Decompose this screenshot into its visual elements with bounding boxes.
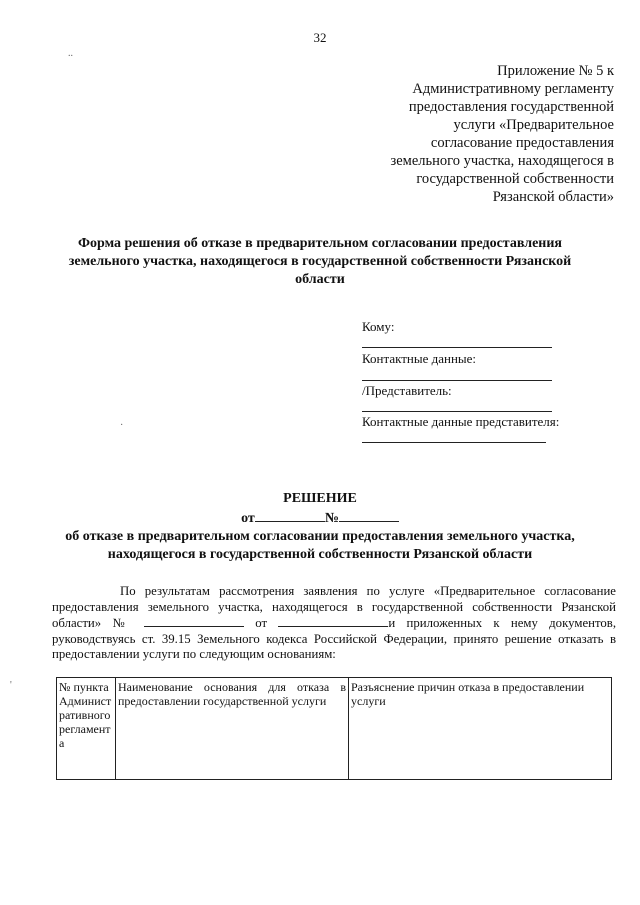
appendix-line: согласование предоставления <box>430 135 614 151</box>
to-field-line[interactable] <box>362 347 552 348</box>
decision-subtitle-line: об отказе в предварительном согласовании предоставления земельного участка, <box>65 529 575 544</box>
paragraph-part-3: и приложенных к нему документов, руководствуясь ст. 39.15 Земельного кодекса Российской Федерации, принято решение отказать в предоставлении услуги по следующим основаниям: <box>52 616 617 661</box>
representative-label: /Представитель: <box>362 383 452 398</box>
representative-contact-label: Контактные данные представителя: <box>362 414 560 429</box>
paragraph-part-2: от <box>255 616 268 630</box>
contact-field-line[interactable] <box>362 380 552 381</box>
grounds-table <box>56 677 612 780</box>
appendix-line: Рязанской области» <box>492 189 614 205</box>
to-label: Кому: <box>362 319 395 334</box>
decision-subtitle-line: находящегося в государственной собственности Рязанской области <box>107 547 533 562</box>
representative-field-line[interactable] <box>362 411 552 412</box>
form-title-line: Форма решения об отказе в предварительном согласовании предоставления <box>77 236 562 251</box>
appendix-line: Приложение № 5 к <box>497 63 614 79</box>
decision-header <box>60 490 580 564</box>
paragraph-part-1: По результатам рассмотрения заявления по услуге «Предварительное согласование предоставления земельного участка, находящегося в государственной собственности Рязанской области» № <box>52 584 616 630</box>
representative-contact-field-line[interactable] <box>362 442 546 443</box>
form-title <box>50 235 590 289</box>
from-label: от <box>241 511 255 526</box>
table-header-cell: № пункта Административного регламента <box>57 678 116 780</box>
decision-paragraph <box>52 584 616 663</box>
appendix-line: услуги «Предварительное <box>453 117 614 133</box>
table-row <box>57 678 612 780</box>
form-title-line: земельного участка, находящегося в государственной собственности Рязанской <box>68 254 572 269</box>
form-title-line: области <box>295 272 345 287</box>
decision-date-number <box>60 508 580 528</box>
appendix-header <box>374 62 614 206</box>
decision-title: РЕШЕНИЕ <box>283 491 357 506</box>
appendix-line: Административному регламенту <box>412 81 614 97</box>
scan-artifact: ' <box>10 680 12 691</box>
appendix-line: государственной собственности <box>416 171 614 187</box>
date-field-line[interactable] <box>255 508 325 522</box>
application-date-line[interactable] <box>278 615 388 627</box>
page-number: 32 <box>313 30 327 45</box>
contact-label: Контактные данные: <box>362 351 477 366</box>
table-header-cell: Разъяснение причин отказа в предоставлении услуги <box>349 678 612 780</box>
scan-artifact: · <box>120 420 124 431</box>
scan-artifact: .. <box>68 48 73 59</box>
table-header-cell: Наименование основания для отказа в предоставлении государственной услуги <box>116 678 349 780</box>
appendix-line: земельного участка, находящегося в <box>390 153 614 169</box>
application-number-line[interactable] <box>144 615 244 627</box>
number-label: № <box>324 511 339 526</box>
appendix-line: предоставления государственной <box>408 99 614 115</box>
number-field-line[interactable] <box>339 508 399 522</box>
